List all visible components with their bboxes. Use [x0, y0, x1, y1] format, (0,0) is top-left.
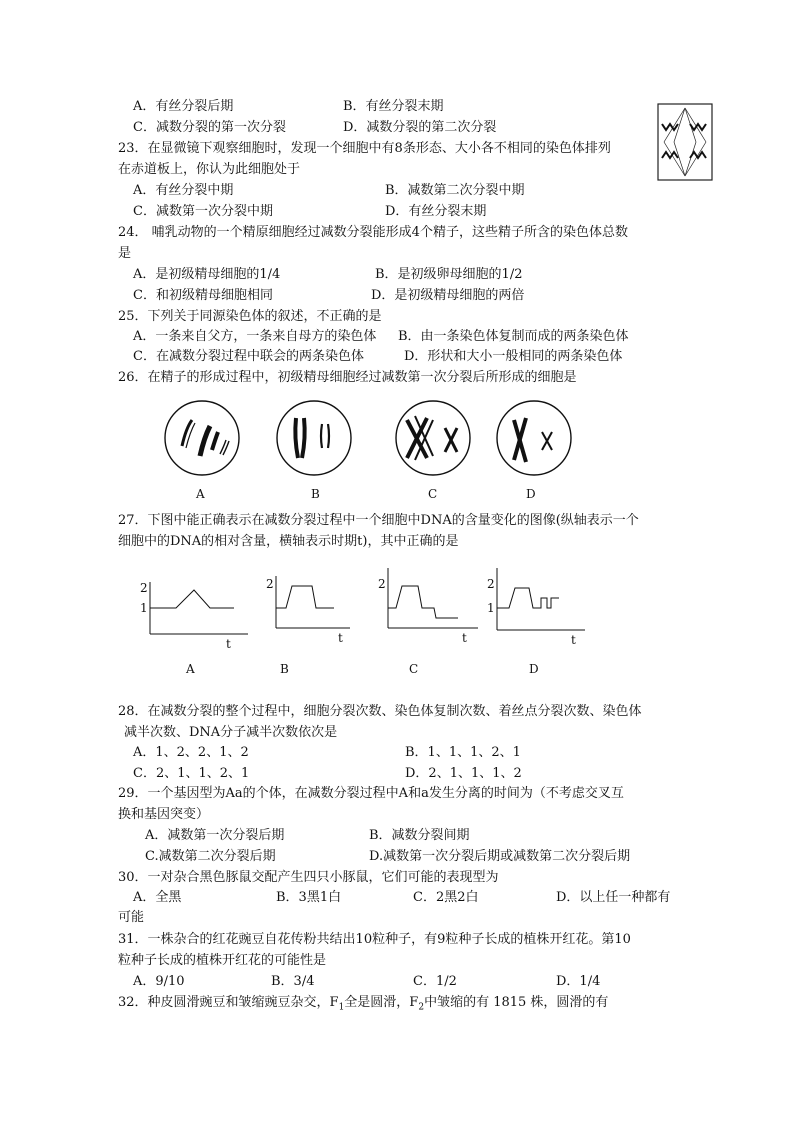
- graph-a-tick-2: 2: [140, 581, 148, 595]
- q30-stem: 30．一对杂合黑色豚鼠交配产生四只小豚鼠，它们可能的表现型为: [118, 870, 499, 885]
- q24-stem-line-1: 24． 哺乳动物的一个精原细胞经过减数分裂能形成4个精子，这些精子所含的染色体总数: [118, 225, 628, 240]
- q31-option-c: C．1/2: [413, 974, 457, 989]
- q32-subscript-1: 1: [338, 1002, 345, 1013]
- cell-label-d: D: [526, 487, 536, 501]
- q24-option-c: C．和初级精母细胞相同: [133, 288, 273, 303]
- q23-option-a: A．有丝分裂中期: [133, 183, 234, 198]
- q30-option-c: C．2黑2白: [413, 890, 479, 905]
- q27-stem-line-1: 27．下图中能正确表示在减数分裂过程中一个细胞中DNA的含量变化的图像(纵轴表示一个: [118, 513, 639, 528]
- q30-option-a: A．全黑: [133, 890, 182, 905]
- graph-c-axis-t: t: [462, 631, 467, 645]
- q27-stem-line-2: 细胞中的DNA的相对含量，横轴表示时期t)，其中正确的是: [118, 534, 459, 549]
- q28-stem-line-1: 28．在减数分裂的整个过程中，细胞分裂次数、染色体复制次数、着丝点分裂次数、染色体: [118, 704, 642, 719]
- dna-graph-c: [378, 562, 488, 645]
- q25-option-a: A．一条来自父方，一条来自母方的染色体: [133, 329, 377, 344]
- q22-option-c: C．减数分裂的第一次分裂: [133, 120, 286, 135]
- graph-label-b: B: [280, 662, 289, 676]
- cell-figure-a: [162, 398, 242, 478]
- cell-label-b: B: [311, 487, 320, 501]
- q31-option-b: B．3/4: [271, 974, 315, 989]
- q32-stem-part-1: 32．种皮圆滑豌豆和皱缩豌豆杂交，F: [118, 995, 339, 1010]
- q25-option-c: C．在减数分裂过程中联会的两条染色体: [133, 349, 364, 364]
- q25-option-d: D．形状和大小一般相同的两条染色体: [404, 349, 623, 364]
- graph-a-axis-t: t: [226, 637, 231, 651]
- cell-figure-d: [494, 398, 574, 478]
- q23-option-c: C．减数第一次分裂中期: [133, 204, 273, 219]
- q31-stem-line-1: 31．一株杂合的红花豌豆自花传粉共结出10粒种子，有9粒种子长成的植株开红花。第10: [118, 932, 631, 947]
- q29-option-a: A．减数第一次分裂后期: [145, 828, 285, 843]
- q24-option-d: D．是初级精母细胞的两倍: [371, 288, 525, 303]
- q28-option-d: D．2、1、1、1、2: [405, 766, 522, 781]
- graph-d-tick-2: 2: [487, 577, 495, 591]
- q29-option-b: B．减数分裂间期: [369, 828, 470, 843]
- q31-stem-line-2: 粒种子长成的植株开红花的可能性是: [118, 953, 327, 968]
- graph-b-axis-t: t: [338, 631, 343, 645]
- graph-d-tick-1: 1: [487, 601, 495, 615]
- q29-option-c: C.减数第二次分裂后期: [145, 849, 276, 864]
- graph-a-tick-1: 1: [140, 601, 148, 615]
- q23-stem-line-2: 在赤道板上，你认为此细胞处于: [118, 162, 301, 177]
- graph-b-tick-2: 2: [266, 577, 274, 591]
- q24-stem-line-2: 是: [118, 246, 132, 261]
- q25-option-b: B．由一条染色体复制而成的两条染色体: [398, 329, 629, 344]
- q22-option-b: B．有丝分裂末期: [343, 99, 444, 114]
- q28-option-b: B．1、1、1、2、1: [405, 745, 521, 760]
- cell-label-a: A: [196, 487, 205, 501]
- q32-stem-part-2: 全是圆滑，F: [344, 995, 419, 1010]
- graph-d-axis-t: t: [571, 633, 576, 647]
- q28-stem-line-2: 减半次数、DNA分子减半次数依次是: [124, 725, 338, 740]
- q29-option-d: D.减数第一次分裂后期或减数第二次分裂后期: [369, 849, 631, 864]
- q22-option-d: D．减数分裂的第二次分裂: [343, 120, 497, 135]
- dna-graph-b: [266, 572, 376, 652]
- q28-option-c: C．2、1、1、2、1: [133, 766, 250, 781]
- q22-option-a: A．有丝分裂后期: [133, 99, 234, 114]
- q29-stem-line-2: 换和基因突变）: [118, 807, 210, 822]
- q28-option-a: A．1、2、2、1、2: [133, 745, 249, 760]
- dna-graph-a: [138, 572, 258, 652]
- cell-figure-b: [274, 398, 354, 478]
- q30-option-d-continued: 可能: [118, 910, 145, 925]
- q23-stem-line-1: 23．在显微镜下观察细胞时，发现一个细胞中有8条形态、大小各不相同的染色体排列: [118, 141, 611, 156]
- q32-subscript-2: 2: [418, 1002, 425, 1013]
- q30-option-b: B．3黑1白: [276, 890, 342, 905]
- q29-stem-line-1: 29．一个基因型为Aa的个体，在减数分裂过程中A和a发生分离的时间为（不考虑交叉互: [118, 786, 624, 801]
- q23-option-b: B．减数第二次分裂中期: [385, 183, 525, 198]
- q24-option-b: B．是初级卵母细胞的1/2: [375, 267, 523, 282]
- q32-stem-part-3: 中皱缩的有 1815 株，圆滑的有: [424, 995, 609, 1010]
- q31-option-a: A．9/10: [133, 974, 185, 989]
- graph-label-d: D: [529, 662, 539, 676]
- graph-label-c: C: [409, 662, 419, 676]
- cell-label-c: C: [428, 487, 438, 501]
- cell-figure-c: [393, 398, 473, 478]
- q23-option-d: D．有丝分裂末期: [385, 204, 487, 219]
- graph-label-a: A: [186, 662, 195, 676]
- q26-stem: 26．在精子的形成过程中，初级精母细胞经过减数第一次分裂后所形成的细胞是: [118, 370, 577, 385]
- q25-stem: 25．下列关于同源染色体的叙述，不正确的是: [118, 309, 382, 324]
- q32-stem: [118, 995, 608, 1016]
- dna-graph-d: [487, 562, 597, 647]
- q31-option-d: D．1/4: [556, 974, 601, 989]
- q24-option-a: A．是初级精母细胞的1/4: [133, 267, 281, 282]
- q30-option-d: D．以上任一种都有: [556, 890, 671, 905]
- graph-c-tick-2: 2: [378, 577, 386, 591]
- spindle-cell-figure: [656, 100, 716, 180]
